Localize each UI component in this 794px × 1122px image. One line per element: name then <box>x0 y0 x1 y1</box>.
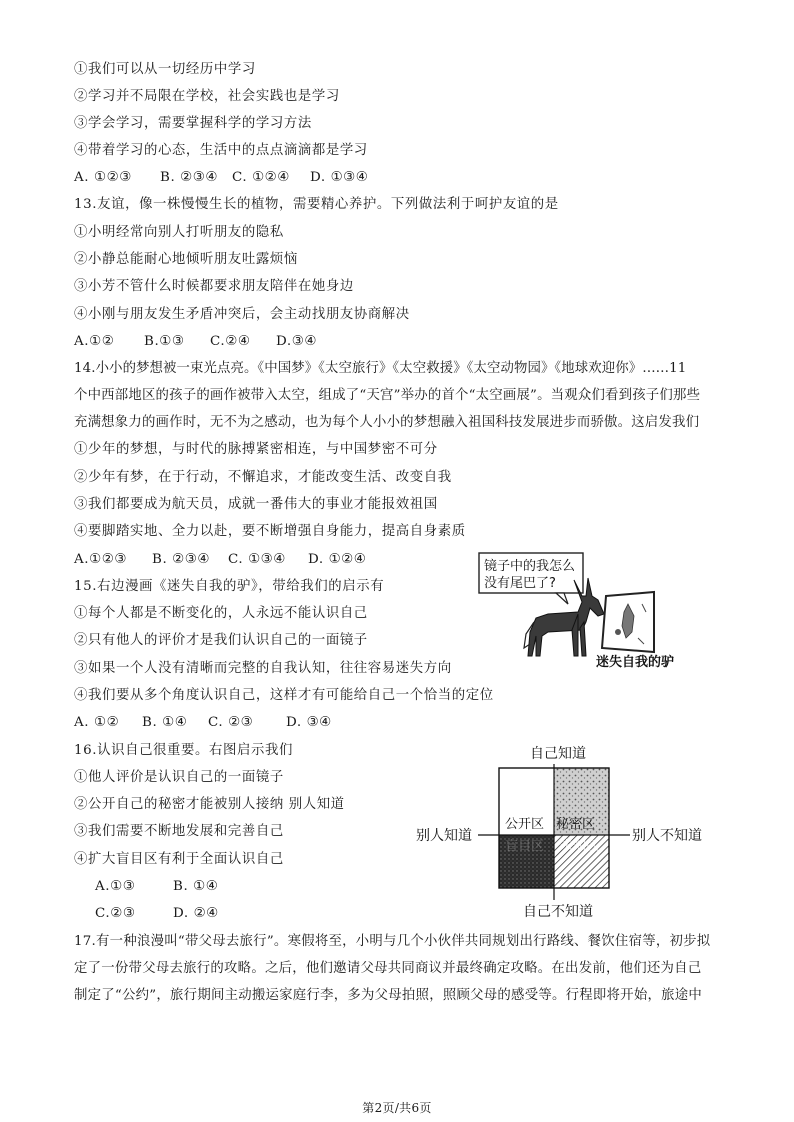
bubble-line-1: 镜子中的我怎么 <box>484 559 576 574</box>
q12-option-b: B. ②③④ <box>160 170 218 185</box>
q14-stem-line-1: 14.小小的梦想被一束光点亮。《中国梦》《太空旅行》《太空救援》《太空动物园》《地球欢迎你》……11 <box>74 361 687 376</box>
label-others-known: 别人知道 <box>416 828 472 844</box>
q13-item-3: ③小芳不管什么时候都要求朋友陪伴在她身边 <box>74 279 354 294</box>
q13-option-c: C.②④ <box>210 334 251 349</box>
q12-item-3: ③学会学习，需要掌握科学的学习方法 <box>74 116 312 131</box>
q15-option-c: C. ②③ <box>208 715 254 730</box>
q14-option-d: D. ①②④ <box>308 552 367 567</box>
q16-option-c: C.②③ <box>95 906 136 921</box>
q15-options <box>74 714 332 732</box>
q15-stem: 15.右边漫画《迷失自我的驴》，带给我们的启示有 <box>74 579 385 594</box>
q13-item-2: ②小静总能耐心地倾听朋友吐露烦恼 <box>74 252 298 267</box>
q16-stem: 16.认识自己很重要。右图启示我们 <box>74 743 293 758</box>
q13-option-d: D.③④ <box>276 334 317 349</box>
q15-item-4: ④我们要从多个角度认识自己，这样才有可能给自己一个恰当的定位 <box>74 688 494 703</box>
bubble-line-2: 没有尾巴了? <box>484 576 556 591</box>
label-others-unknown: 别人不知道 <box>632 828 702 844</box>
q12-options <box>74 169 368 187</box>
q16-item-4: ④扩大盲目区有利于全面认识自己 <box>74 852 284 867</box>
label-self-known: 自己知道 <box>530 746 586 762</box>
label-unknown-zone: 未知区 <box>560 839 600 854</box>
q12-item-1: ①我们可以从一切经历中学习 <box>74 62 256 77</box>
label-blind-zone: 盲目区 <box>505 839 545 854</box>
johari-window-diagram <box>412 738 704 920</box>
q14-option-a: A.①②③ <box>74 552 127 567</box>
q14-item-3: ③我们都要成为航天员，成就一番伟大的事业才能报效祖国 <box>74 497 438 512</box>
q17-line-3: 制定了“公约”，旅行期间主动搬运家庭行李，多为父母拍照，照顾父母的感受等。行程即将开始，旅途中 <box>74 988 703 1003</box>
q16-options-row-2 <box>95 905 219 923</box>
donkey-cartoon <box>478 552 690 670</box>
q13-option-b: B.①③ <box>144 334 185 349</box>
q16-option-b: B. ①④ <box>173 879 219 894</box>
label-self-unknown: 自己不知道 <box>523 904 593 920</box>
q14-stem-line-2: 个中西部地区的孩子的画作被带入太空，组成了“天宫”举办的首个“太空画展”。当观众们看到孩子们那些 <box>74 388 701 403</box>
label-secret-zone: 秘密区 <box>556 817 596 832</box>
q15-item-2: ②只有他人的评价才是我们认识自己的一面镜子 <box>74 633 368 648</box>
q17-line-1: 17.有一种浪漫叫“带父母去旅行”。寒假将至，小明与几个小伙伴共同规划出行路线、餐饮住宿等，初步拟 <box>74 934 711 949</box>
mirror-icon <box>602 592 654 652</box>
q13-item-1: ①小明经常向别人打听朋友的隐私 <box>74 225 284 240</box>
q15-option-b: B. ①④ <box>142 715 188 730</box>
q15-option-a: A. ①② <box>74 715 120 730</box>
q14-item-2: ②少年有梦，在于行动，不懈追求，才能改变生活、改变自我 <box>74 470 452 485</box>
q13-options <box>74 333 317 351</box>
q17-line-2: 定了一份带父母去旅行的攻略。之后，他们邀请父母共同商议并最终确定攻略。在出发前，他们还为自己 <box>74 961 702 976</box>
q16-item-3: ③我们需要不断地发展和完善自己 <box>74 824 284 839</box>
page-number: 第2页/共6页 <box>362 1101 432 1115</box>
speech-bubble-tail <box>556 593 568 604</box>
q14-item-4: ④要脚踏实地、全力以赴，要不断增强自身能力，提高自身素质 <box>74 524 466 539</box>
q15-item-3: ③如果一个人没有清晰而完整的自我认知，往往容易迷失方向 <box>74 661 452 676</box>
q16-item-1: ①他人评价是认识自己的一面镜子 <box>74 770 284 785</box>
label-open-zone: 公开区 <box>505 817 545 832</box>
q15-option-d: D. ③④ <box>286 715 332 730</box>
q16-option-d: D. ②④ <box>173 906 219 921</box>
q14-options <box>74 551 366 569</box>
q13-item-4: ④小刚与朋友发生矛盾冲突后，会主动找朋友协商解决 <box>74 307 410 322</box>
q15-item-1: ①每个人都是不断变化的，人永远不能认识自己 <box>74 606 368 621</box>
q12-option-c: C. ①②④ <box>232 170 290 185</box>
cartoon-caption: 迷失自我的驴 <box>596 655 675 670</box>
q13-stem: 13.友谊，像一株慢慢生长的植物，需要精心养护。下列做法利于呵护友谊的是 <box>74 197 559 212</box>
q12-item-2: ②学习并不局限在学校，社会实践也是学习 <box>74 89 340 104</box>
q14-stem-line-3: 充满想象力的画作时，无不为之感动，也为每个人小小的梦想融入祖国科技发展进步而骄傲。这启发我们 <box>74 415 700 430</box>
q16-options-row-1 <box>95 878 218 896</box>
q12-item-4: ④带着学习的心态，生活中的点点滴滴都是学习 <box>74 143 368 158</box>
q14-option-b: B. ②③④ <box>152 552 210 567</box>
q14-item-1: ①少年的梦想，与时代的脉搏紧密相连，与中国梦密不可分 <box>74 442 438 457</box>
q12-option-a: A. ①②③ <box>74 170 132 185</box>
q12-option-d: D. ①③④ <box>310 170 369 185</box>
q16-item-2: ②公开自己的秘密才能被别人接纳 别人知道 <box>74 797 345 812</box>
q13-option-a: A.①② <box>74 334 115 349</box>
q14-option-c: C. ①③④ <box>228 552 286 567</box>
q16-option-a: A.①③ <box>95 879 136 894</box>
